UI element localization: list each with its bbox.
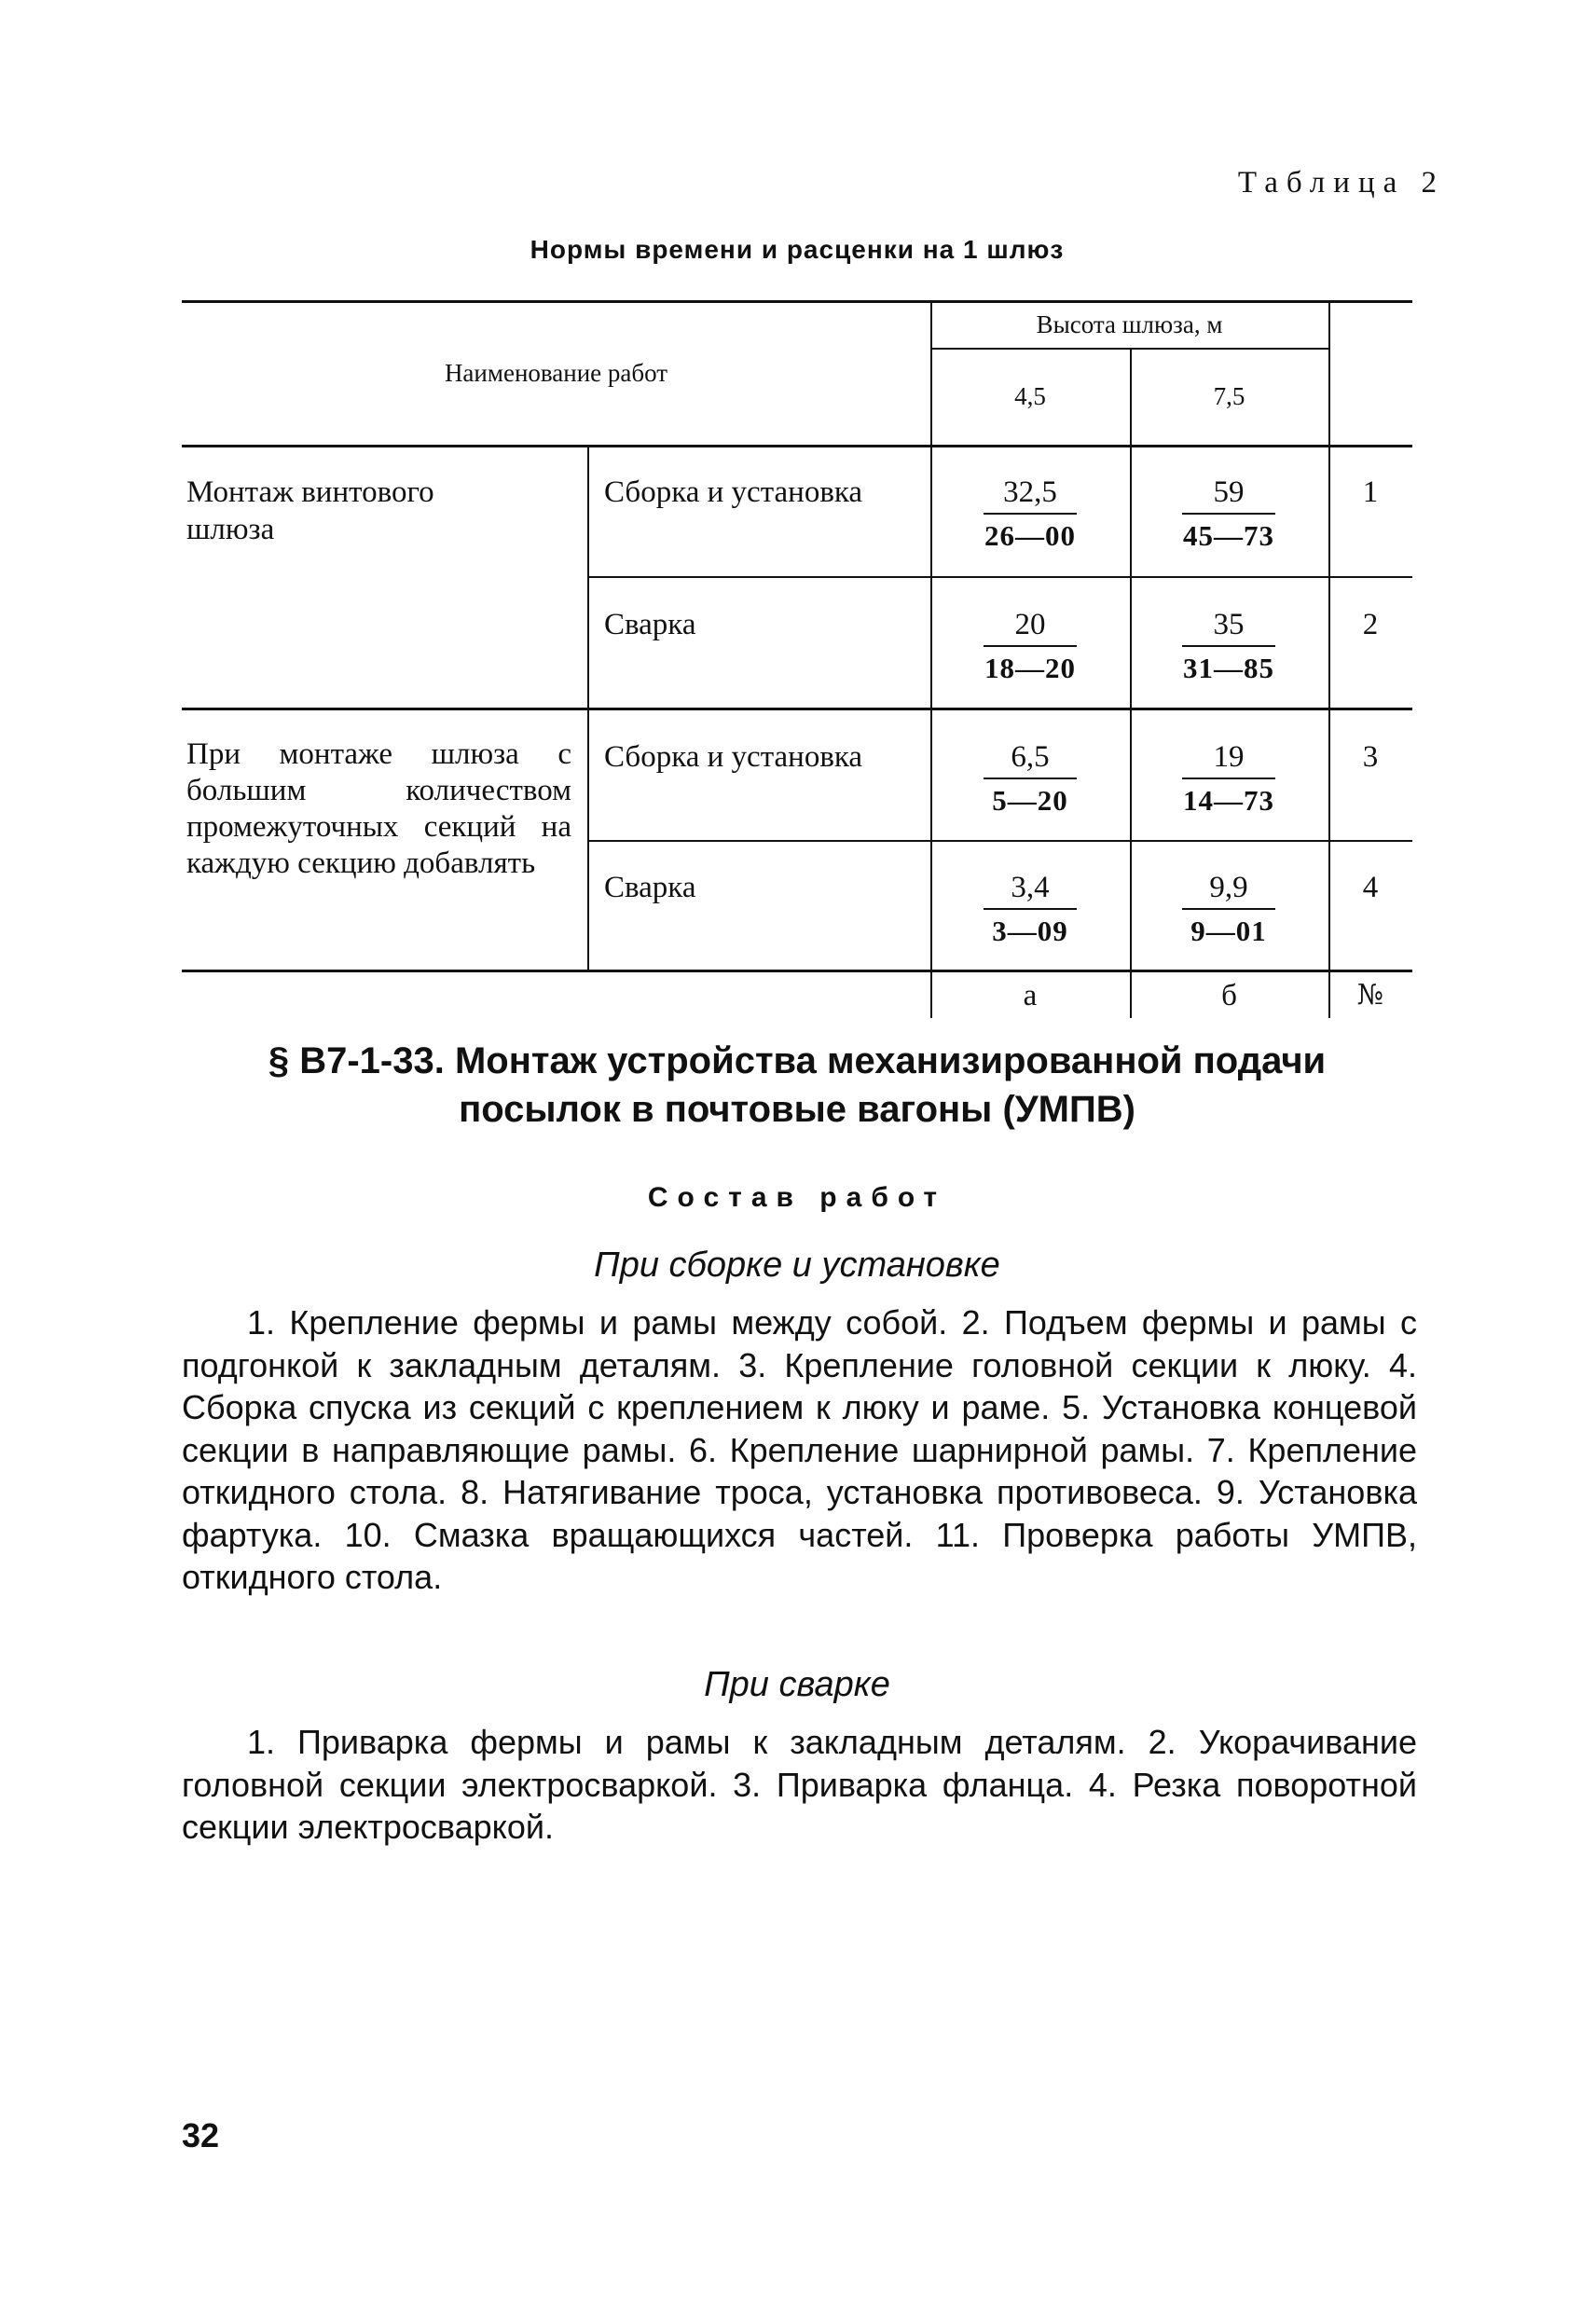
rate-value: 31—85	[1183, 652, 1274, 684]
operation-label: Сварка	[604, 608, 696, 641]
rate-value: 26—00	[984, 519, 1076, 552]
section-heading	[182, 1037, 1412, 1134]
rate-value: 14—73	[1183, 784, 1274, 817]
welding-steps-paragraph: 1. Приварка фермы и рамы к закладным деталям. 2. Укорачивание головной секции электросваркой. 3. Приварка фланца. 4. Резка поворотной секции электросваркой.	[182, 1723, 1417, 1846]
group-name-2: При монтаже шлюза с большим количеством промежуточных секций на каждую секцию добавлять	[186, 737, 571, 880]
norm-value: 19	[1213, 740, 1245, 774]
value-cell	[970, 606, 1091, 686]
row-number: 3	[1362, 740, 1379, 774]
group1-bottom-rule	[182, 708, 1412, 710]
norm-value: 59	[1213, 475, 1245, 509]
value-cell	[970, 738, 1091, 819]
works-name-header: Наименование работ	[444, 358, 668, 387]
table-title: Нормы времени и расценки на 1 шлюз	[530, 235, 1065, 264]
rate-value: 45—73	[1183, 519, 1274, 552]
value-cell	[1168, 606, 1289, 686]
fraction-bar	[1182, 513, 1275, 515]
height-value-1: 4,5	[1014, 382, 1046, 410]
norm-value: 35	[1213, 608, 1245, 641]
rate-value: 5—20	[992, 784, 1068, 817]
norm-value: 6,5	[1011, 740, 1050, 774]
column-label-number: №	[1356, 978, 1384, 1012]
value-cell	[1168, 474, 1289, 554]
column-divider-v2	[1130, 348, 1132, 1018]
column-divider-name	[587, 445, 589, 970]
fraction-bar	[1182, 908, 1275, 910]
row-number: 2	[1362, 608, 1379, 641]
composition-title: Состав работ	[647, 1182, 947, 1213]
fraction-bar	[1182, 645, 1275, 647]
rate-value: 18—20	[984, 652, 1076, 684]
table-bottom-rule	[182, 970, 1412, 972]
height-group-header: Высота шлюза, м	[1036, 310, 1223, 338]
column-label-b: б	[1221, 978, 1237, 1012]
table-label: Таблица 2	[1237, 166, 1445, 200]
norm-value: 32,5	[1003, 475, 1057, 509]
fraction-bar	[1182, 778, 1275, 779]
row1-bottom-rule	[587, 576, 1412, 578]
group-name-1: Монтаж винтового шлюза	[186, 475, 434, 546]
norm-value: 20	[1014, 608, 1046, 641]
header-bottom-rule	[182, 445, 1412, 447]
rate-value: 9—01	[1190, 915, 1267, 947]
row3-bottom-rule	[587, 840, 1412, 842]
column-divider-num	[1328, 300, 1330, 1018]
fraction-bar	[984, 778, 1077, 779]
operation-label: Сборка и установка	[604, 475, 863, 509]
norm-value: 9,9	[1209, 871, 1248, 904]
height-value-2: 7,5	[1213, 382, 1245, 410]
value-cell	[970, 474, 1091, 554]
operation-label: Сварка	[604, 871, 696, 904]
fraction-bar	[984, 645, 1077, 647]
subsection-title-welding: При сварке	[704, 1665, 890, 1704]
subsection-title-assembly: При сборке и установке	[594, 1245, 1000, 1285]
value-cell	[1168, 738, 1289, 819]
row-number: 4	[1362, 871, 1379, 904]
assembly-steps-paragraph: 1. Крепление фермы и рамы между собой. 2. Подъем фермы и рамы с подгонкой к закладным деталям. 3. Крепление головной секции к люку. 4. Сборка спуска из секций с креплением к люку и раме. 5. Установка концевой секции в направляющие рамы. 6. Крепление шарнирной рамы. 7. Крепление откидного стола. 8. Натягивание троса, установка противовеса. 9. Установка фартука. 10. Смазка вращающихся частей. 11. Проверка работы УМПВ, откидного стола.	[182, 1303, 1417, 1596]
row-number: 1	[1362, 475, 1379, 509]
fraction-bar	[984, 513, 1077, 515]
section-heading-line-1: § В7-1-33. Монтаж устройства механизированной подачи	[268, 1040, 1327, 1081]
column-label-a: а	[1023, 978, 1038, 1012]
rate-value: 3—09	[992, 915, 1068, 947]
value-cell	[1168, 869, 1289, 949]
page-number: 32	[182, 2116, 220, 2154]
section-heading-line-2: посылок в почтовые вагоны (УМПВ)	[459, 1089, 1135, 1130]
norm-value: 3,4	[1011, 871, 1050, 904]
operation-label: Сборка и установка	[604, 740, 863, 774]
value-cell	[970, 869, 1091, 949]
fraction-bar	[984, 908, 1077, 910]
